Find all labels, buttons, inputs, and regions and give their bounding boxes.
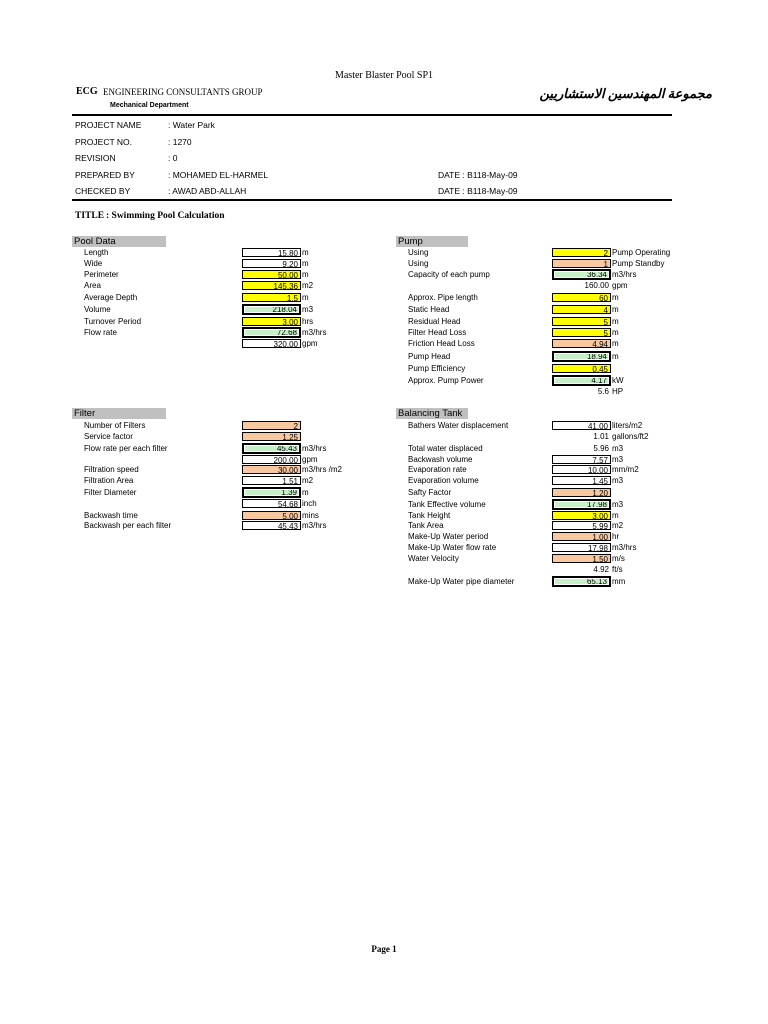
tank-value-cell[interactable]: 7.57 xyxy=(552,455,611,464)
filter-value-cell[interactable]: 1.39 xyxy=(242,487,301,498)
section-header-balancing-tank: Balancing Tank xyxy=(396,408,468,419)
pump-value-cell: 160.00 xyxy=(584,281,609,290)
pool-value-cell[interactable]: 72.68 xyxy=(242,327,301,338)
filter-row-label: Backwash per each filter xyxy=(84,521,172,530)
tank-row-label: Tank Area xyxy=(408,521,444,530)
pump-unit: m xyxy=(612,317,619,326)
project-no-label: PROJECT NO. xyxy=(75,137,132,147)
pump-row-label: Approx. Pipe length xyxy=(408,293,478,302)
tank-value-cell[interactable]: 1.45 xyxy=(552,476,611,485)
pool-value-cell[interactable]: 218.04 xyxy=(242,304,301,315)
pump-value-cell[interactable]: 36.34 xyxy=(552,269,611,280)
pump-value-cell[interactable]: 0.45 xyxy=(552,364,611,373)
pump-value-cell[interactable]: 4.17 xyxy=(552,375,611,386)
filter-unit: m3/hrs xyxy=(302,521,327,530)
pump-unit: Pump Standby xyxy=(612,259,665,268)
filter-value-cell[interactable]: 5.00 xyxy=(242,511,301,520)
section-header-pool-data: Pool Data xyxy=(72,236,166,247)
pool-unit: m xyxy=(302,270,309,279)
pool-row-label: Flow rate xyxy=(84,328,117,337)
filter-value-cell[interactable]: 1.51 xyxy=(242,476,301,485)
filter-unit: m3/hrs xyxy=(302,444,327,453)
pool-unit: m xyxy=(302,293,309,302)
tank-value-cell: 4.92 xyxy=(593,565,609,574)
arabic-logo: مجموعة المهندسين الاستشاريين xyxy=(539,86,712,101)
tank-row-label: Make-Up Water period xyxy=(408,532,489,541)
tank-row-label: Evaporation volume xyxy=(408,476,479,485)
checked-date: DATE : B118-May-09 xyxy=(438,186,518,196)
pump-value-cell: 5.6 xyxy=(597,387,609,396)
tank-value-cell[interactable]: 1.20 xyxy=(552,488,611,497)
project-no-value: : 1270 xyxy=(168,137,192,147)
document-title: Master Blaster Pool SP1 xyxy=(334,70,434,81)
pool-value-cell[interactable]: 1.5 xyxy=(242,293,301,302)
tank-row-label: Water Velocity xyxy=(408,554,459,563)
section-header-pump: Pump xyxy=(396,236,468,247)
filter-row-label: Filter Diameter xyxy=(84,488,137,497)
pump-row-label: Static Head xyxy=(408,305,450,314)
pump-row-label: Pump Head xyxy=(408,352,451,361)
pump-unit: m xyxy=(612,328,619,337)
pump-value-cell[interactable]: 18.94 xyxy=(552,351,611,362)
tank-value-cell[interactable]: 65.13 xyxy=(552,576,611,587)
pool-value-cell[interactable]: 145.36 xyxy=(242,281,301,290)
pool-row-label: Area xyxy=(84,281,101,290)
filter-row-label: Service factor xyxy=(84,432,133,441)
pool-unit: hrs xyxy=(302,317,314,326)
pool-value-cell[interactable]: 3.00 xyxy=(242,317,301,326)
info-divider xyxy=(72,199,672,201)
pump-value-cell[interactable]: 4 xyxy=(552,305,611,314)
tank-value-cell[interactable]: 41.00 xyxy=(552,421,611,430)
pump-value-cell[interactable]: 2 xyxy=(552,248,611,257)
tank-unit: mm xyxy=(612,577,626,586)
checked-by-value: : AWAD ABD-ALLAH xyxy=(168,186,247,196)
pool-row-label: Turnover Period xyxy=(84,317,142,326)
pump-unit: HP xyxy=(612,387,624,396)
pool-value-cell[interactable]: 9.20 xyxy=(242,259,301,268)
filter-row-label: Backwash time xyxy=(84,511,138,520)
filter-unit: gpm xyxy=(302,455,318,464)
department-name: Mechanical Department xyxy=(110,102,189,109)
pump-unit: m xyxy=(612,293,619,302)
pump-row-label: Approx. Pump Power xyxy=(408,376,484,385)
tank-value-cell: 5.96 xyxy=(593,444,609,453)
page-number: Page 1 xyxy=(371,944,397,954)
pump-unit: m xyxy=(612,352,619,361)
tank-unit: mm/m2 xyxy=(612,465,639,474)
tank-value-cell[interactable]: 3.00 xyxy=(552,511,611,520)
filter-value-cell[interactable]: 45.43 xyxy=(242,521,301,530)
tank-value-cell: 1.01 xyxy=(593,432,609,441)
filter-value-cell[interactable]: 30.00 xyxy=(242,465,301,474)
tank-row-label: Make-Up Water pipe diameter xyxy=(408,577,515,586)
pool-value-cell[interactable]: 320.00 xyxy=(242,339,301,348)
calc-title-label: TITLE xyxy=(75,211,105,221)
tank-row-label: Make-Up Water flow rate xyxy=(408,543,497,552)
pump-unit: gpm xyxy=(612,281,628,290)
pump-unit: m xyxy=(612,305,619,314)
filter-unit: m3/hrs /m2 xyxy=(302,465,343,474)
company-abbr: ECG xyxy=(76,86,98,97)
pump-row-label: Friction Head Loss xyxy=(408,339,475,348)
pool-row-label: Average Depth xyxy=(84,293,138,302)
tank-unit: m/s xyxy=(612,554,625,563)
filter-value-cell[interactable]: 1.25 xyxy=(242,432,301,441)
prepared-by-label: PREPARED BY xyxy=(75,170,135,180)
filter-unit: mins xyxy=(302,511,319,520)
tank-unit: m3 xyxy=(612,476,624,485)
pool-row-label: Perimeter xyxy=(84,270,119,279)
pool-row-label: Volume xyxy=(84,305,111,314)
pump-value-cell[interactable]: 5 xyxy=(552,328,611,337)
pump-value-cell[interactable]: 60 xyxy=(552,293,611,302)
tank-unit: m3 xyxy=(612,455,624,464)
tank-row-label: Bathers Water displacement xyxy=(408,421,509,430)
pool-value-cell[interactable]: 50.00 xyxy=(242,270,301,279)
project-name-value: : Water Park xyxy=(168,120,215,130)
pump-value-cell[interactable]: 1 xyxy=(552,259,611,268)
filter-row-label: Flow rate per each filter xyxy=(84,444,168,453)
tank-row-label: Evaporation rate xyxy=(408,465,467,474)
pool-row-label: Wide xyxy=(84,259,103,268)
filter-row-label: Filtration speed xyxy=(84,465,139,474)
tank-value-cell[interactable]: 1.00 xyxy=(552,532,611,541)
tank-unit: m3 xyxy=(612,500,624,509)
pool-unit: m xyxy=(302,259,309,268)
header-divider xyxy=(72,114,672,116)
pool-unit: m3/hrs xyxy=(302,328,327,337)
filter-row-label: Number of Filters xyxy=(84,421,146,430)
tank-unit: m3 xyxy=(612,444,624,453)
tank-row-label: Total water displaced xyxy=(408,444,483,453)
pump-value-cell[interactable]: 4.94 xyxy=(552,339,611,348)
tank-value-cell[interactable]: 5.99 xyxy=(552,521,611,530)
pump-row-label: Using xyxy=(408,259,429,268)
tank-unit: m xyxy=(612,511,619,520)
section-header-filter: Filter xyxy=(72,408,166,419)
filter-value-cell[interactable]: 45.43 xyxy=(242,443,301,454)
tank-unit: m2 xyxy=(612,521,624,530)
pool-unit: m xyxy=(302,248,309,257)
tank-value-cell[interactable]: 17.98 xyxy=(552,499,611,510)
tank-value-cell[interactable]: 17.98 xyxy=(552,543,611,552)
tank-unit: m3/hrs xyxy=(612,543,637,552)
pump-unit: Pump Operating xyxy=(612,248,671,257)
tank-row-label: Backwash volume xyxy=(408,455,473,464)
tank-row-label: Tank Effective volume xyxy=(408,500,486,509)
filter-value-cell[interactable]: 2 xyxy=(242,421,301,430)
filter-value-cell[interactable]: 54.68 xyxy=(242,499,301,508)
filter-unit: m2 xyxy=(302,476,314,485)
pool-value-cell[interactable]: 15.80 xyxy=(242,248,301,257)
filter-unit: m xyxy=(302,488,309,497)
tank-unit: ft/s xyxy=(612,565,623,574)
pump-row-label: Pump Efficiency xyxy=(408,364,466,373)
project-name-label: PROJECT NAME xyxy=(75,120,142,130)
tank-row-label: Tank Height xyxy=(408,511,451,520)
revision-label: REVISION xyxy=(75,153,116,163)
tank-row-label: Safty Factor xyxy=(408,488,452,497)
pool-unit: m2 xyxy=(302,281,314,290)
tank-unit: gallons/ft2 xyxy=(612,432,649,441)
checked-by-label: CHECKED BY xyxy=(75,186,131,196)
tank-value-cell[interactable]: 10.00 xyxy=(552,465,611,474)
pump-row-label: Using xyxy=(408,248,429,257)
pump-row-label: Residual Head xyxy=(408,317,461,326)
prepared-date: DATE : B118-May-09 xyxy=(438,170,518,180)
pump-value-cell[interactable]: 5 xyxy=(552,317,611,326)
pump-row-label: Capacity of each pump xyxy=(408,270,490,279)
pump-unit: m xyxy=(612,339,619,348)
tank-unit: liters/m2 xyxy=(612,421,643,430)
filter-row-label: Filtration Area xyxy=(84,476,134,485)
pool-row-label: Length xyxy=(84,248,109,257)
prepared-by-value: : MOHAMED EL-HARMEL xyxy=(168,170,269,180)
pump-unit: kW xyxy=(612,376,624,385)
pump-row-label: Filter Head Loss xyxy=(408,328,467,337)
filter-value-cell[interactable]: 200.00 xyxy=(242,455,301,464)
pump-unit: m3/hrs xyxy=(612,270,637,279)
tank-unit: hr xyxy=(612,532,620,541)
tank-value-cell[interactable]: 1.50 xyxy=(552,554,611,563)
filter-unit: inch xyxy=(302,499,317,508)
calc-title-value: : Swimming Pool Calculation xyxy=(106,211,225,221)
company-name: ENGINEERING CONSULTANTS GROUP xyxy=(103,87,263,97)
revision-value: : 0 xyxy=(168,153,178,163)
pool-unit: m3 xyxy=(302,305,314,314)
pool-unit: gpm xyxy=(302,339,318,348)
